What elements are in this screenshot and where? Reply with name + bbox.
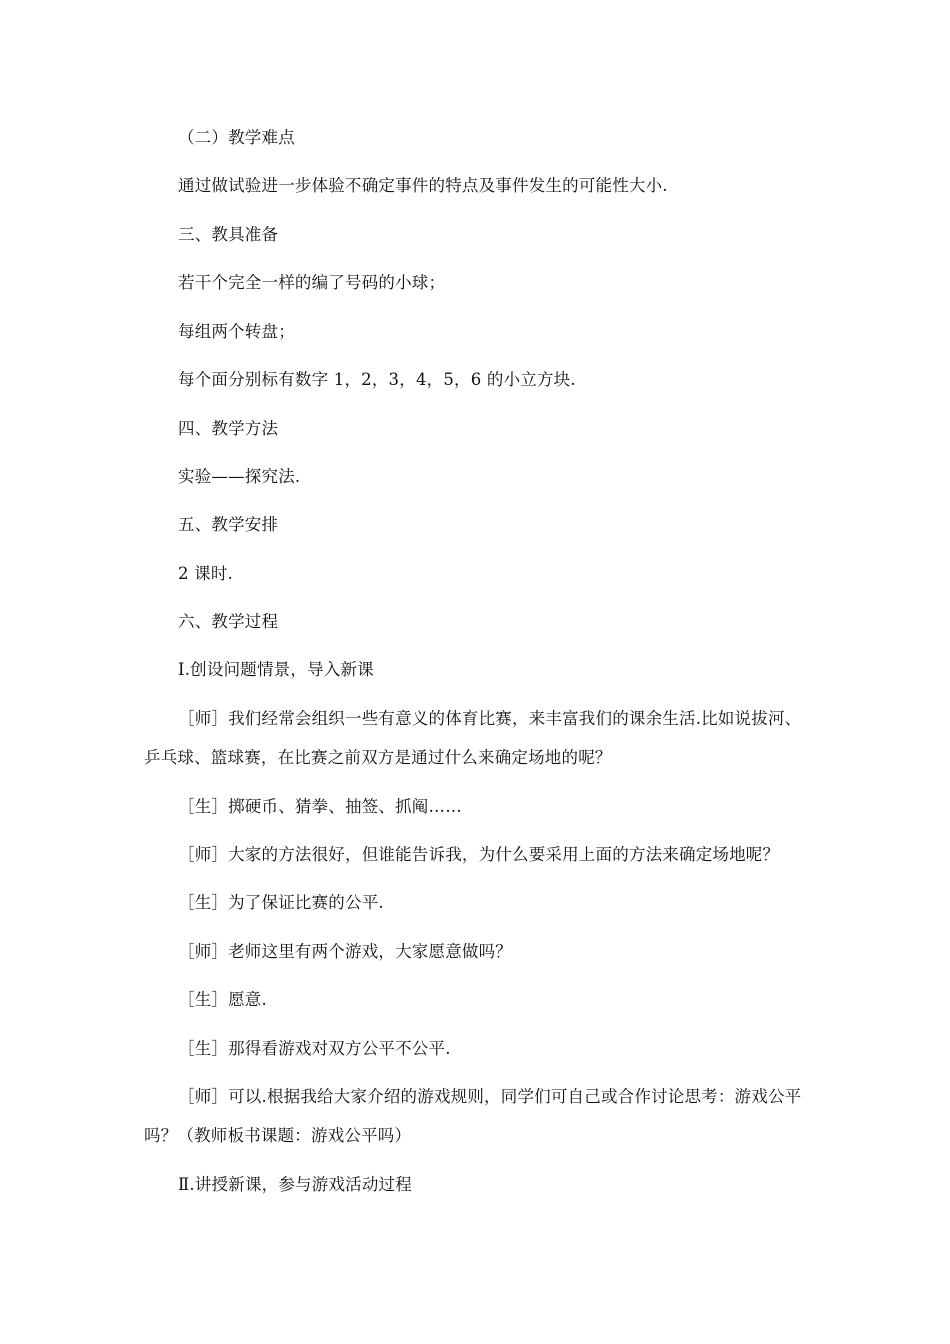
dialogue-teacher-4-continued: 吗？（教师板书课题：游戏公平吗） [144,1126,412,1145]
dialogue-student-3: ［生］愿意. [178,990,267,1009]
paragraph-method-text: 实验——探究法. [178,467,301,486]
paragraph-aid-cubes: 每个面分别标有数字 1，2，3，4，5，6 的小立方块. [178,370,576,389]
dialogue-teacher-3: ［师］老师这里有两个游戏，大家愿意做吗？ [178,942,512,961]
subsection-heading-introduction: Ⅰ.创设问题情景，导入新课 [178,660,374,679]
paragraph-schedule-text: 2 课时. [178,564,233,583]
dialogue-teacher-1: ［师］我们经常会组织一些有意义的体育比赛，来丰富我们的课余生活.比如说拔河、 [178,709,802,728]
section-heading-teaching-schedule: 五、教学安排 [178,515,279,534]
paragraph-aid-balls: 若干个完全一样的编了号码的小球； [178,273,446,292]
section-heading-teaching-process: 六、教学过程 [178,612,279,631]
dialogue-student-2: ［生］为了保证比赛的公平. [178,893,384,912]
dialogue-teacher-1-continued: 乒乓球、篮球赛，在比赛之前双方是通过什么来确定场地的呢？ [144,748,612,767]
dialogue-student-1: ［生］掷硬币、猜拳、抽签、抓阄…… [178,797,462,816]
section-heading-teaching-method: 四、教学方法 [178,419,279,438]
paragraph-aid-spinners: 每组两个转盘； [178,322,295,341]
section-heading-teaching-difficulty: （二）教学难点 [178,128,295,147]
subsection-heading-new-lesson: Ⅱ.讲授新课，参与游戏活动过程 [178,1175,412,1194]
section-heading-teaching-aids: 三、教具准备 [178,225,279,244]
dialogue-teacher-2: ［师］大家的方法很好，但谁能告诉我，为什么要采用上面的方法来确定场地呢？ [178,845,780,864]
dialogue-teacher-4: ［师］可以.根据我给大家介绍的游戏规则，同学们可自己或合作讨论思考：游戏公平 [178,1087,802,1106]
paragraph-difficulty-text: 通过做试验进一步体验不确定事件的特点及事件发生的可能性大小. [178,176,668,195]
dialogue-student-4: ［生］那得看游戏对双方公平不公平. [178,1039,451,1058]
